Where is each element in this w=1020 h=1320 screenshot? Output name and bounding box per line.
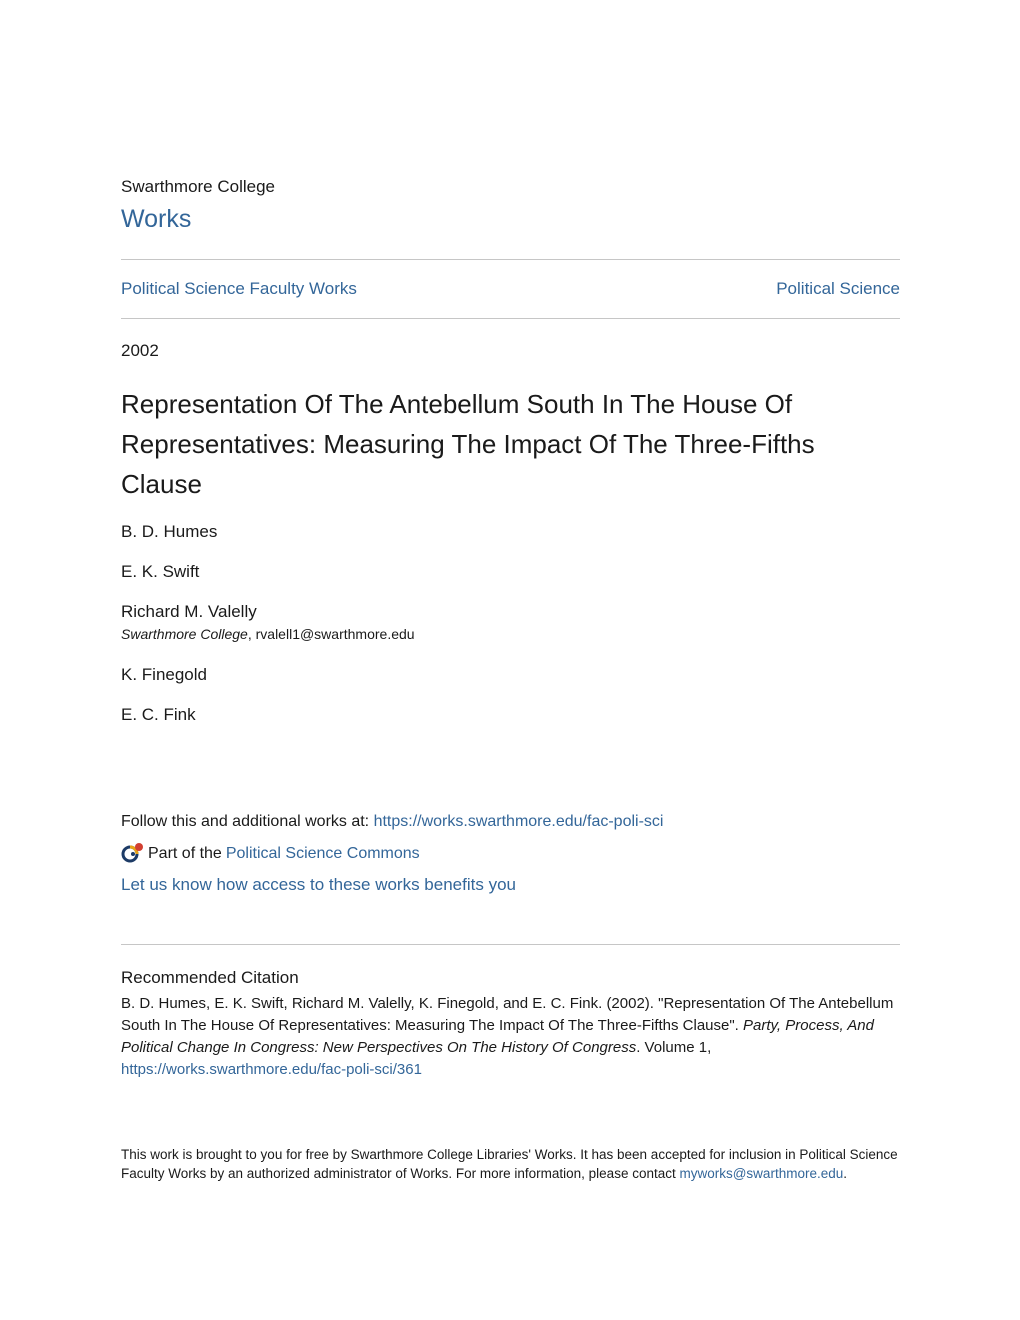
department-link[interactable]: Political Science xyxy=(776,279,900,298)
author-2: E. K. Swift xyxy=(121,562,200,581)
citation-heading: Recommended Citation xyxy=(121,968,299,987)
affiliation-name: Swarthmore College xyxy=(121,626,248,642)
citation-source: Party, Process, And Political Change In Congress: New Perspectives On The History Of Congress xyxy=(121,1017,874,1056)
author-5: E. C. Fink xyxy=(121,705,196,724)
part-of-line xyxy=(121,842,420,866)
divider-citation xyxy=(121,944,900,945)
collection-link[interactable]: Political Science Faculty Works xyxy=(121,279,357,298)
publication-year: 2002 xyxy=(121,341,159,360)
author-3: Richard M. Valelly xyxy=(121,602,257,621)
footer-end: . xyxy=(843,1166,847,1181)
footer-text: This work is brought to you for free by Swarthmore College Libraries' Works. It has been accepted for inclusion in Political Science Faculty Works by an authorized administrator of Works. For more information, please contact xyxy=(121,1147,898,1181)
follow-url-link[interactable]: https://works.swarthmore.edu/fac-poli-sci xyxy=(373,813,664,830)
divider-nav xyxy=(121,318,900,319)
part-of-label: Part of the xyxy=(148,845,222,862)
citation-volume: . Volume 1, xyxy=(636,1039,712,1056)
citation-text: B. D. Humes, E. K. Swift, Richard M. Valelly, K. Finegold, and E. C. Fink. (2002). "Representation Of The Antebellum South In The House Of Representatives: Measuring The Impact Of The Three-Fifths Clause". xyxy=(121,995,894,1034)
author-3-block xyxy=(121,602,415,642)
footer-notice xyxy=(121,1145,901,1183)
follow-line xyxy=(121,813,663,831)
author-email: , rvalell1@swarthmore.edu xyxy=(247,626,415,642)
benefits-link[interactable]: Let us know how access to these works benefits you xyxy=(121,875,516,894)
paper-title: Representation Of The Antebellum South In The House Of Representatives: Measuring The Impact Of The Three-Fifths Clause xyxy=(121,389,815,499)
institution-name: Swarthmore College xyxy=(121,177,276,196)
contact-email-link[interactable]: myworks@swarthmore.edu xyxy=(679,1166,844,1181)
commons-link[interactable]: Political Science Commons xyxy=(225,845,420,862)
repository-link[interactable]: Works xyxy=(121,205,192,233)
follow-label: Follow this and additional works at: xyxy=(121,813,374,830)
author-4: K. Finegold xyxy=(121,665,207,684)
divider-top xyxy=(121,259,900,260)
author-3-affiliation xyxy=(121,626,415,642)
network-commons-icon xyxy=(121,842,145,866)
citation-body xyxy=(121,993,901,1081)
author-1: B. D. Humes xyxy=(121,522,218,541)
citation-url-link[interactable]: https://works.swarthmore.edu/fac-poli-sci/361 xyxy=(121,1061,422,1078)
